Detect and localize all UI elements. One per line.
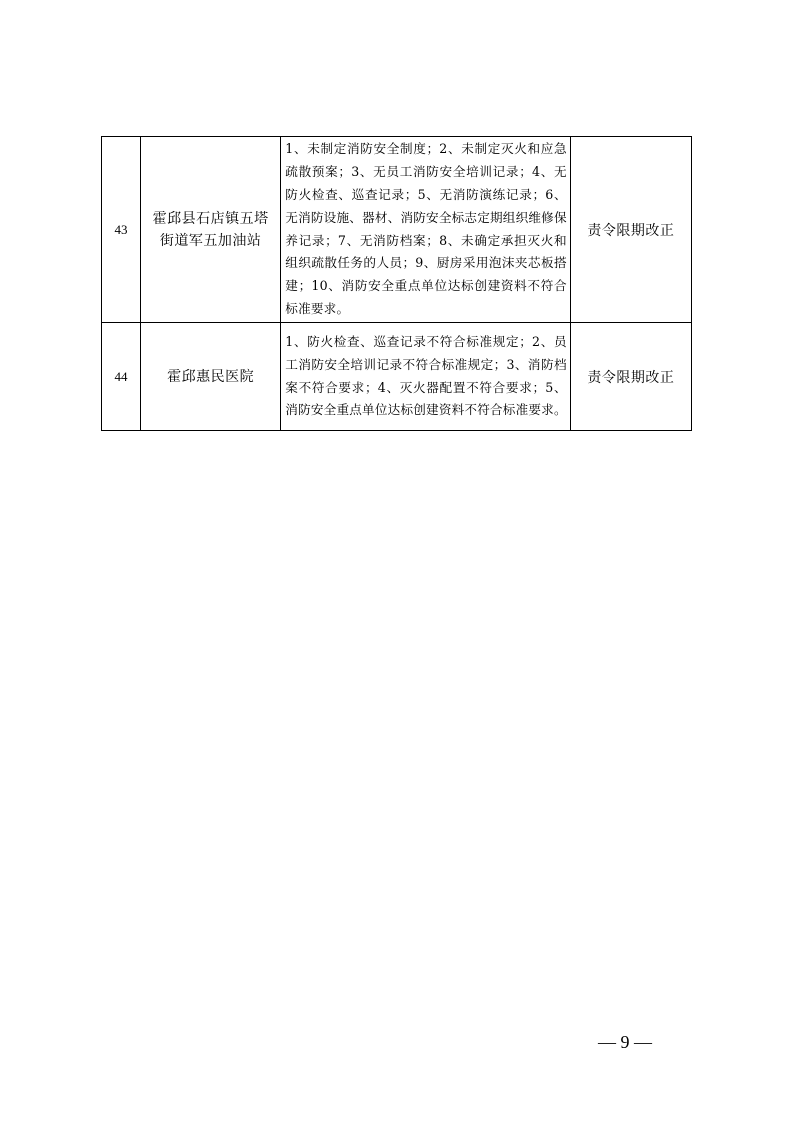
- action-text: 责令限期改正: [570, 323, 691, 431]
- row-number: 44: [102, 323, 141, 431]
- page-number: — 9 —: [598, 1032, 652, 1052]
- inspection-table: [101, 136, 692, 431]
- table-row: [102, 323, 692, 431]
- issues-text: 1、防火检查、巡查记录不符合标准规定；2、员工消防安全培训记录不符合标准规定；3、消防档案不符合要求；4、灭火器配置不符合要求；5、消防安全重点单位达标创建资料不符合标准要求。: [281, 323, 570, 431]
- unit-name: 霍邱惠民医院: [141, 323, 281, 431]
- table-row: [102, 137, 692, 323]
- issues-text: 1、未制定消防安全制度；2、未制定灭火和应急疏散预案；3、无员工消防安全培训记录；4、无防火检查、巡查记录；5、无消防演练记录；6、无消防设施、器材、消防安全标志定期组织维修保养记录；7、无消防档案；8、未确定承担灭火和组织疏散任务的人员；9、厨房采用泡沫夹芯板搭建；10、消防安全重点单位达标创建资料不符合标准要求。: [281, 137, 570, 323]
- action-text: 责令限期改正: [570, 137, 691, 323]
- row-number: 43: [102, 137, 141, 323]
- unit-name: 霍邱县石店镇五塔街道军五加油站: [141, 137, 281, 323]
